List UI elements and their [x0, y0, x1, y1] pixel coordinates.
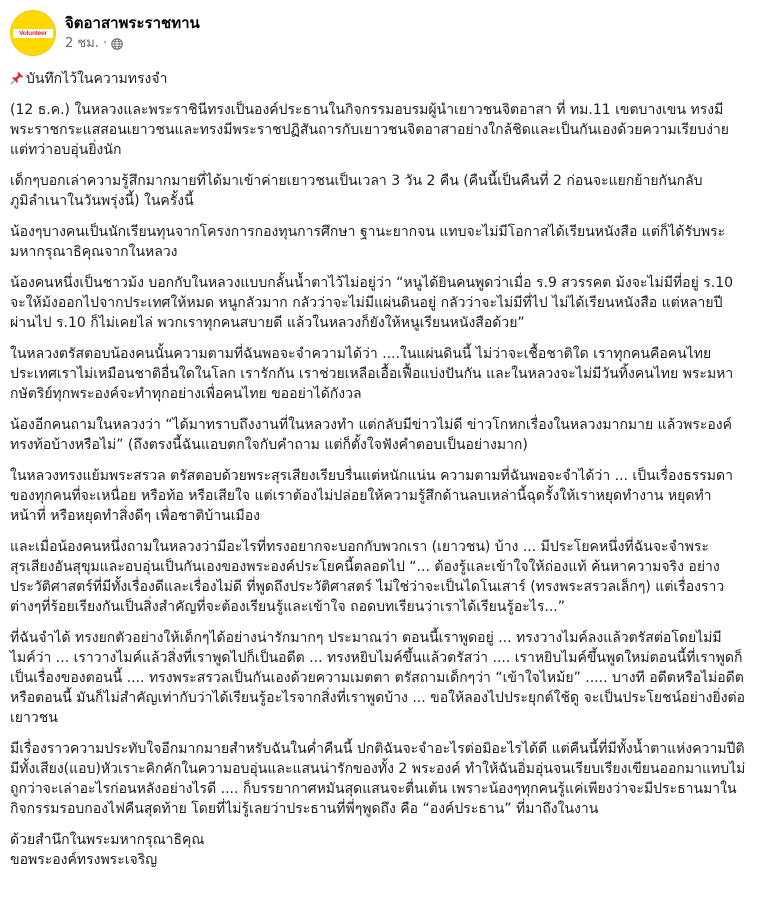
post-body [10, 69, 747, 870]
pushpin-icon [10, 71, 24, 85]
post-paragraph [10, 69, 747, 89]
post-closing: ด้วยสำนึกในพระมหากรุณาธิคุณ ขอพระองค์ทรงพระเจริญ [10, 832, 205, 868]
avatar-logo-text: Volunteer [13, 29, 53, 38]
post-paragraph: น้องอีกคนถามในหลวงว่า “ได้มาทราบถึงงานที่ในหลวงทำ แต่กลับมีข่าวไม่ดี ข่าวโกหกเรื่องในหลวงมากมาย แล้วพระองค์ทรงท้อบ้างหรือไม่” (ถึงตรงนี้ฉันแอบตกใจกับคำถาม แต่ก็ตั้งใจฟังคำตอบเป็นอย่างมาก) [10, 417, 733, 453]
post-header [10, 8, 747, 58]
post-paragraph-text: บันทึกไว้ในความทรงจำ [26, 71, 168, 87]
page-name-link[interactable]: จิตอาสาพระราชทาน [65, 14, 200, 32]
post-paragraph: ในหลวงทรงแย้มพระสรวล ตรัสตอบด้วยพระสุรเสียงเรียบรื่นแต่หนักแน่น ความตามที่ฉันพอจะจำได้ว่า ... เป็นเรื่องธรรมดาของทุกคนที่จะเหนื่อย หรือท้อ หรือเสียใจ แต่เราต้องไม่ปล่อยให้ความรู้สึกด้านลบเหล่านี้ฉุดรั้งให้เราหยุดทำงาน หยุดทำหน้าที่ หรือหยุดทำสิ่งดีๆ เพื่อชาติบ้านเมือง [10, 468, 733, 524]
post-subline [65, 36, 200, 52]
post-timestamp[interactable]: 2 ชม. [65, 36, 99, 51]
post-paragraph: ในหลวงตรัสตอบน้องคนนั้นความตามที่ฉันพอจะจำความได้ว่า ....ในแผ่นดินนี้ ไม่ว่าจะเชื้อชาติใด เราทุกคนคือคนไทย ประเทศเราไม่เหมือนชาติอื่นใดในโลก เรารักกัน เราช่วยเหลือเอื้อเฟื้อแบ่งปันกัน และในหลวงจะไม่มีวันทิ้งคนไทย พระมหากษัตริย์ทุกพระองค์จะทำทุกอย่างเพื่อคนไทย ขออย่าได้กังวล [10, 346, 734, 402]
post-paragraph: น้องคนหนึ่งเป็นชาวม้ง บอกกับในหลวงแบบกลั้นน้ำตาไว้ไม่อยู่ว่า “หนูได้ยินคนพูดว่าเมื่อ ร.9 สวรรคต ม้งจะไม่มีที่อยู่ ร.10 จะให้ม้งออกไปจากประเทศให้หมด หนูกลัวมาก กลัวว่าจะไม่มีแผ่นดินอยู่ กลัวว่าจะไม่มีที่ไป ไม่ได้เรียนหนังสือ แต่หลายปีผ่านไป ร.10 ก็ไม่เคยไล่ พวกเราทุกคนสบายดี แล้วในหลวงก็ยังให้หนูเรียนหนังสือด้วย” [10, 275, 734, 331]
meta-separator: · [102, 36, 108, 51]
post-paragraph: (12 ธ.ค.) ในหลวงและพระราชินีทรงเป็นองค์ประธานในกิจกรรมอบรมผู้นำเยาวชนจิตอาสา ที่ ทม.11 เขตบางเขน ทรงมีพระราชกระแสสอนเยาวชนและทรงมีพระราชปฏิสันถารกับเยาวชนจิตอาสาอย่างใกล้ชิดและเป็นกันเองด้วยความเรียบง่ายแต่ทว่าอบอุ่นยิ่งนัก [10, 102, 730, 158]
post-paragraph: มีเรื่องราวความประทับใจอีกมากมายสำหรับฉันในค่ำคืนนี้ ปกติฉันจะจำอะไรต่อมิอะไรได้ดี แต่คืนนี้ที่มีทั้งน้ำตาแห่งความปีติ มีทั้งเสียง(แอบ)หัวเราะคิกคักในความอบอุ่นและแสนน่ารักของทั้ง 2 พระองค์ ทำให้ฉันอิ่มอุ่นจนเรียบเรียงเขียนออกมาแทบไม่ถูกว่าจะเล่าอะไรก่อนหลังอย่างไรดี .... ก็บรรยากาศหมันสุดแสนจะตื่นเต้น เพราะน้องๆทุกคนรู้แค่เพียงว่าจะมีประธานมาในกิจกรรมรอบกองไฟคืนสุดท้าย โดยที่ไม่รู้เลยว่าประธานที่พี่ๆพูดถึง คือ “องค์ประธาน” ที่มาถึงในงาน [10, 741, 746, 817]
post-paragraph: ที่ฉันจำได้ ทรงยกตัวอย่างให้เด็กๆได้อย่างน่ารักมากๆ ประมาณว่า ตอนนี้เราพูดอยู่ ... ทรงวางไมค์ลงแล้วตรัสต่อโดยไม่มีไมค์ว่า ... เราวางไมค์แล้วสิ่งที่เราพูดไปก็เป็นอดีต ... ทรงหยิบไมค์ขึ้นแล้วตรัสว่า .... เราหยิบไมค์ขึ้นพูดใหม่ตอนนี้ที่เราพูดก็เป็นเรื่องของตอนนี้ .... ทรงพระสรวลเป็นกันเองด้วยความเมตตา ตรัสถามเด็กๆว่า “เข้าใจไหม้ย” ..... บางที อดีตหรือไม่อดีต หรือตอนนี้ มันก็ไม่สำคัญเท่ากับว่าได้เรียนรู้อะไรจากสิ่งที่เราพูดบ้าง ... ขอให้ลองไปประยุกต์ใช้ดู จะเป็นประโยชน์อย่างยิ่งต่อเยาวชน [10, 630, 746, 726]
post-paragraph: เด็กๆบอกเล่าความรู้สึกมากมายที่ได้มาเข้าค่ายเยาวชนเป็นเวลา 3 วัน 2 คืน (คืนนี้เป็นคืนที่ 2 ก่อนจะแยกย้ายกันกลับภูมิลำเนาในวันพรุ่งนี้) ในครั้งนี้ [10, 173, 703, 209]
page-avatar[interactable] [10, 10, 56, 56]
globe-icon[interactable] [111, 38, 123, 50]
post-meta [65, 14, 200, 52]
post-paragraph: และเมื่อน้องคนหนึ่งถามในหลวงว่ามีอะไรที่ทรงอยากจะบอกกับพวกเรา (เยาวชน) บ้าง ... มีประโยคหนึ่งที่ฉันจะจำพระสุรเสียงอันสุขุมและอบอุ่นเป็นกันเองของพระองค์ประโยคนี้ตลอดไป “... ต้องรู้และเข้าใจให้ถ่องแท้ ค้นหาความจริง อย่างประวัติศาสตร์ที่มีทั้งเรื่องดีและเรื่องไม่ดี ที่พูดถึงประวัติศาสตร์ ไม่ใช่ว่าจะเป็นไดโนเสาร์ (ทรงพระสรวลเล็กๆ) แต่เรื่องราวต่างๆที่ร้อยเรียงกันเป็นสิ่งสำคัญที่จะต้องเรียนรู้และเข้าใจ ถอดบทเรียนว่าเราได้เรียนรู้อะไร...” [10, 539, 725, 615]
post-paragraph: น้องๆบางคนเป็นนักเรียนทุนจากโครงการกองทุนการศึกษา ฐานะยากจน แทบจะไม่มีโอกาสได้เรียนหนังสือ แต่ก็ได้รับพระมหากรุณาธิคุณจากในหลวง [10, 224, 726, 260]
